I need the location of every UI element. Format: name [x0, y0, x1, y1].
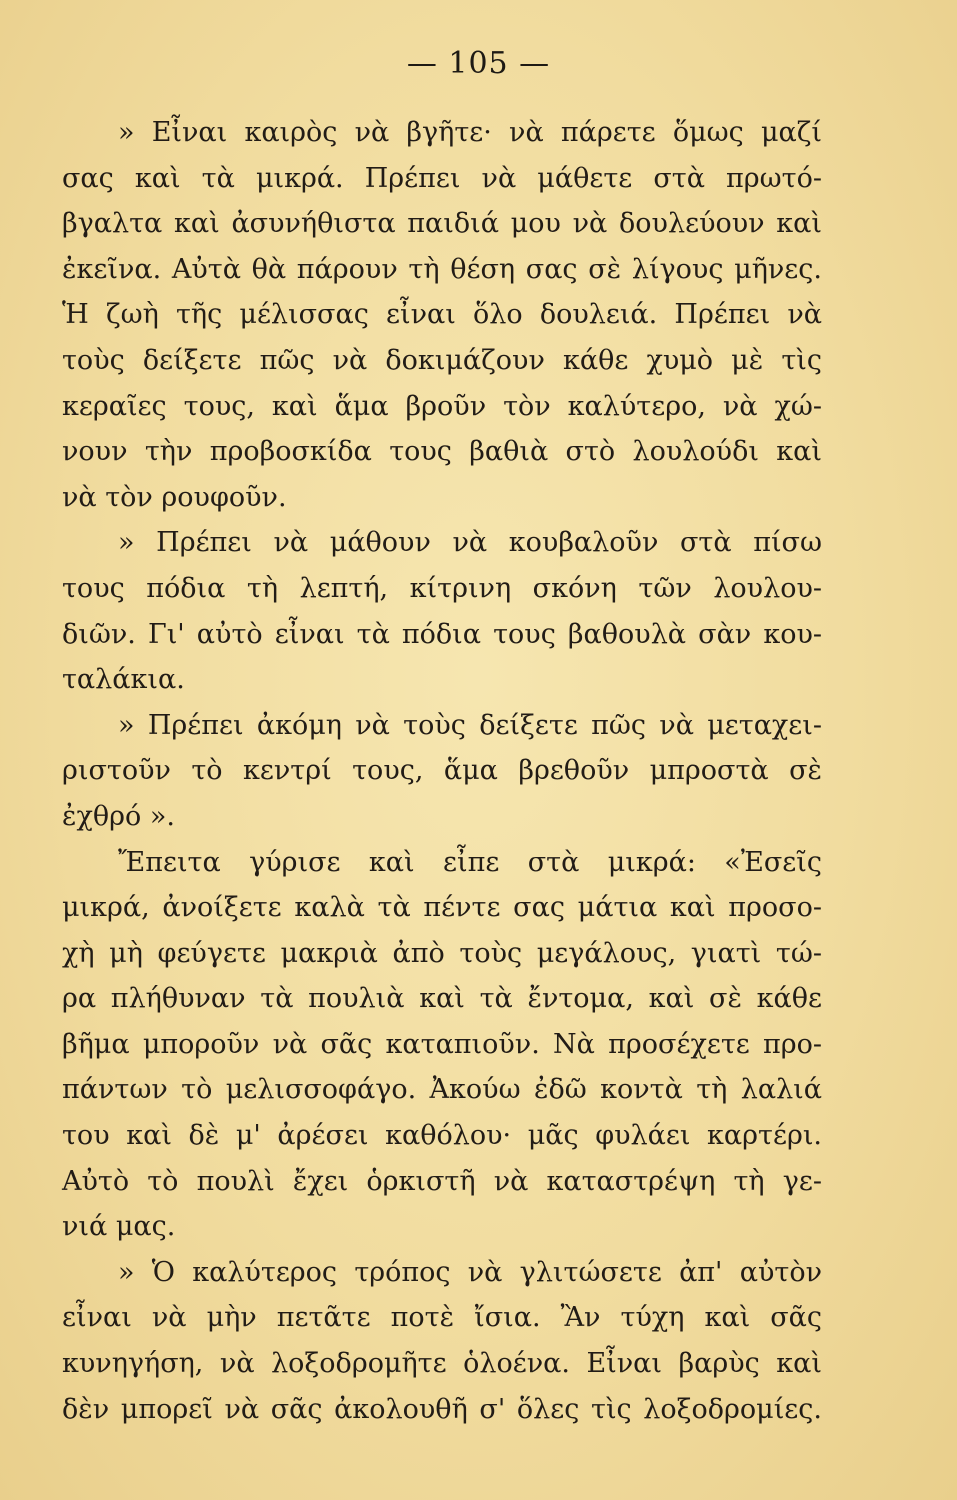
text-line: δὲν μπορεῖ νὰ σᾶς ἀκολουθῆ σ' ὅλες τὶς λοξοδρομίες. [62, 1393, 822, 1425]
text-line: Αὐτὸ τὸ πουλὶ ἔχει ὁρκιστῆ νὰ καταστρέψη τὴ γε- [62, 1165, 822, 1197]
text-line: χὴ μὴ φεύγετε μακριὰ ἀπὸ τοὺς μεγάλους, γιατὶ τώ- [62, 937, 822, 969]
text-line: Ἡ ζωὴ τῆς μέλισσας εἶναι ὅλο δουλειά. Πρέπει νὰ [62, 299, 822, 331]
text-line: εἶναι νὰ μὴν πετᾶτε ποτὲ ἴσια. Ἂν τύχη καὶ σᾶς [62, 1302, 822, 1334]
text-line: διῶν. Γι' αὐτὸ εἶναι τὰ πόδια τους βαθουλὰ σὰν κου- [62, 618, 822, 650]
text-line: » Εἶναι καιρὸς νὰ βγῆτε· νὰ πάρετε ὅμως μαζί [118, 117, 822, 148]
text-line: βγαλτα καὶ ἀσυνήθιστα παιδιά μου νὰ δουλεύουν καὶ [62, 208, 822, 240]
text-line: ἐκεῖνα. Αὐτὰ θὰ πάρουν τὴ θέση σας σὲ λίγους μῆνες. [62, 253, 822, 285]
page-number: — 105 — [406, 46, 551, 81]
text-line: νὰ τὸν ρουφοῦν. [62, 481, 287, 513]
text-line: σας καὶ τὰ μικρά. Πρέπει νὰ μάθετε στὰ πρωτό- [62, 162, 822, 194]
text-line: του καὶ δὲ μ' ἀρέσει καθόλου· μᾶς φυλάει καρτέρι. [62, 1120, 822, 1152]
text-line: » Ὁ καλύτερος τρόπος νὰ γλιτώσετε ἀπ' αὐτὸν [118, 1256, 822, 1288]
text-line: νιά μας. [62, 1211, 176, 1243]
text-line: ρα πλήθυναν τὰ πουλιὰ καὶ τὰ ἔντομα, καὶ σὲ κάθε [62, 983, 822, 1015]
text-line: κεραῖες τους, καὶ ἅμα βροῦν τὸν καλύτερο, νὰ χώ- [62, 390, 822, 422]
text-line: πάντων τὸ μελισσοφάγο. Ἀκούω ἐδῶ κοντὰ τὴ λαλιά [62, 1074, 822, 1106]
text-line: τοὺς δείξετε πῶς νὰ δοκιμάζουν κάθε χυμὸ μὲ τὶς [62, 344, 822, 376]
body-text [62, 110, 822, 1432]
text-line: τους πόδια τὴ λεπτή, κίτρινη σκόνη τῶν λουλου- [62, 572, 822, 604]
text-line: ἐχθρό ». [62, 800, 175, 832]
text-line: Ἔπειτα γύρισε καὶ εἶπε στὰ μικρά: «Ἐσεῖς [118, 846, 822, 878]
text-line: » Πρέπει νὰ μάθουν νὰ κουβαλοῦν στὰ πίσω [118, 527, 822, 559]
text-line: νουν τὴν προβοσκίδα τους βαθιὰ στὸ λουλούδι καὶ [62, 436, 822, 468]
text-line: βῆμα μποροῦν νὰ σᾶς καταπιοῦν. Νὰ προσέχετε προ- [62, 1028, 822, 1060]
text-line: κυνηγήση, νὰ λοξοδρομῆτε ὁλοένα. Εἶναι βαρὺς καὶ [62, 1348, 822, 1380]
text-line: ριστοῦν τὸ κεντρί τους, ἅμα βρεθοῦν μπροστὰ σὲ [62, 755, 822, 787]
text-line: ταλάκια. [62, 664, 185, 696]
text-line: μικρά, ἀνοίξετε καλὰ τὰ πέντε σας μάτια καὶ προσο- [62, 892, 822, 924]
text-line: » Πρέπει ἀκόμη νὰ τοὺς δείξετε πῶς νὰ μεταχει- [118, 709, 822, 741]
